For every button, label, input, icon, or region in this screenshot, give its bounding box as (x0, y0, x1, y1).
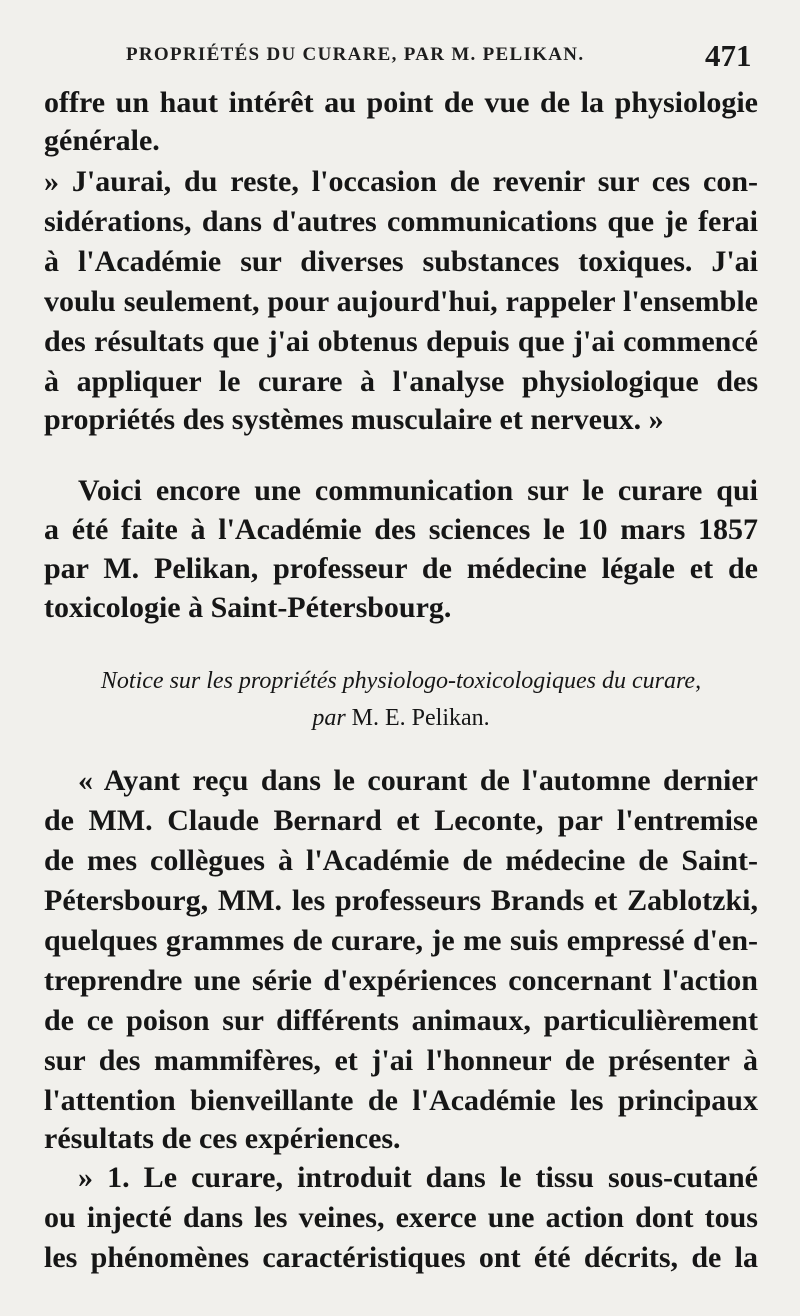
text-line: propriétés des systèmes musculaire et nerveux. » (44, 403, 664, 436)
text-line: des résultats que j'ai obtenus depuis que j'ai commencé (44, 325, 758, 358)
text-line: générale. (44, 124, 160, 157)
text-line: par M. Pelikan, professeur de médecine légale et de (44, 552, 758, 585)
text-line: Pétersbourg, MM. les professeurs Brands et Zablotzki, (44, 884, 758, 917)
notice-byline (44, 703, 758, 733)
text-line: résultats de ces expériences. (44, 1122, 401, 1155)
text-line: de ce poison sur différents animaux, particulièrement (44, 1004, 758, 1037)
text-line: a été faite à l'Académie des sciences le 10 mars 1857 (44, 513, 758, 546)
running-title: PROPRIÉTÉS DU CURARE, PAR M. PELIKAN. (126, 44, 585, 65)
text-line: à appliquer le curare à l'analyse physiologique des (44, 365, 758, 398)
text-line: de mes collègues à l'Académie de médecine de Saint- (44, 844, 758, 877)
text-line: Voici encore une communication sur le curare qui (78, 474, 758, 507)
text-line: treprendre une série d'expériences concernant l'action (44, 964, 758, 997)
byline-author: M. E. Pelikan. (351, 705, 490, 731)
text-line: « Ayant reçu dans le courant de l'automne dernier (78, 764, 758, 797)
notice-title: Notice sur les propriétés physiologo-toxicologiques du curare, (100, 668, 702, 694)
text-line: ou injecté dans les veines, exerce une action dont tous (44, 1201, 758, 1234)
text-line: quelques grammes de curare, je me suis empressé d'en- (44, 924, 758, 957)
text-line: toxicologie à Saint-Pétersbourg. (44, 591, 452, 624)
text-line: sidérations, dans d'autres communications que je ferai (44, 205, 758, 238)
text-line: les phénomènes caractéristiques ont été décrits, de la (44, 1241, 758, 1274)
text-line: de MM. Claude Bernard et Leconte, par l'entremise (44, 804, 758, 837)
text-line: » 1. Le curare, introduit dans le tissu sous-cutané (78, 1161, 758, 1194)
text-line: sur des mammifères, et j'ai l'honneur de présenter à (44, 1044, 758, 1077)
page-number: 471 (705, 38, 752, 73)
page-header (0, 38, 800, 78)
text-line: l'attention bienveillante de l'Académie les principaux (44, 1084, 758, 1117)
text-line: à l'Académie sur diverses substances toxiques. J'ai (44, 245, 758, 278)
text-line: offre un haut intérêt au point de vue de la physiologie (44, 86, 758, 119)
text-line: » J'aurai, du reste, l'occasion de revenir sur ces con- (44, 165, 758, 198)
text-line: voulu seulement, pour aujourd'hui, rappeler l'ensemble (44, 285, 758, 318)
byline-by-word: par (312, 705, 346, 731)
